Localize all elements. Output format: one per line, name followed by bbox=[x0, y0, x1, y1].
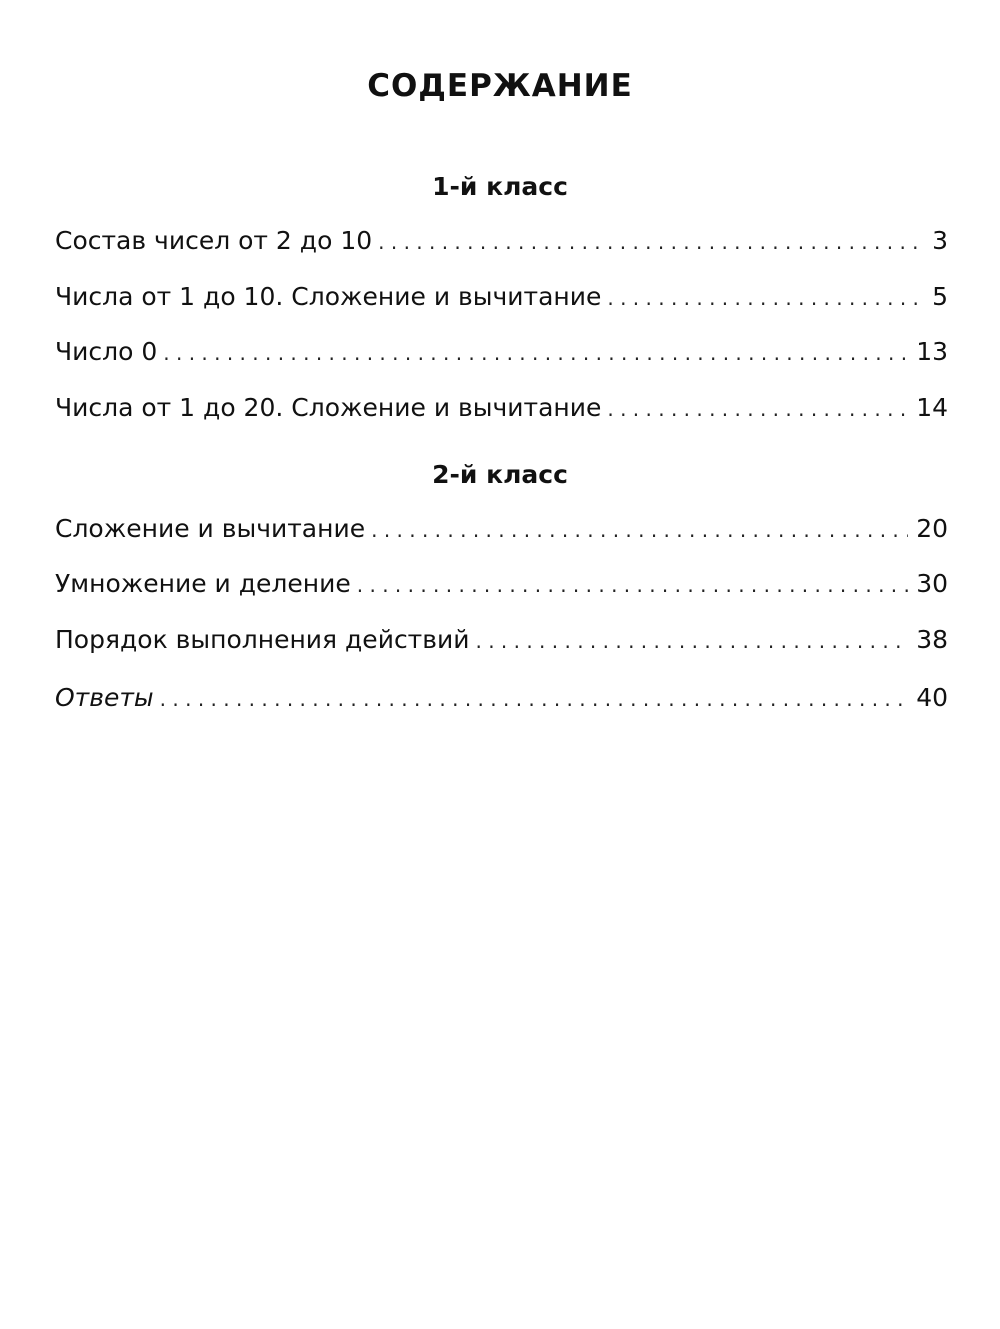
toc-entry-title: Умножение и деление bbox=[55, 569, 351, 598]
toc-entry-title: Состав чисел от 2 до 10 bbox=[55, 226, 373, 255]
toc-entry-page: 20 bbox=[916, 514, 948, 543]
dot-leader bbox=[371, 518, 908, 542]
toc-entry-page: 5 bbox=[932, 282, 948, 311]
toc-entry[interactable] bbox=[55, 226, 948, 262]
toc-entry[interactable] bbox=[55, 514, 948, 550]
section-heading-grade-1: 1-й класс bbox=[432, 172, 568, 201]
toc-entry[interactable] bbox=[55, 393, 948, 429]
toc-entry-title: Числа от 1 до 10. Сложение и вычитание bbox=[55, 282, 602, 311]
dot-leader bbox=[475, 629, 908, 653]
page-title: СОДЕРЖАНИЕ bbox=[367, 68, 633, 104]
toc-entry-title: Числа от 1 до 20. Сложение и вычитание bbox=[55, 393, 602, 422]
dot-leader bbox=[160, 687, 909, 711]
section-heading-grade-2: 2-й класс bbox=[432, 460, 568, 489]
toc-entry[interactable] bbox=[55, 282, 948, 318]
toc-entry-title: Число 0 bbox=[55, 337, 158, 366]
toc-entry-title: Порядок выполнения действий bbox=[55, 625, 470, 654]
toc-entry-page: 3 bbox=[932, 226, 948, 255]
toc-entry[interactable] bbox=[55, 569, 948, 605]
dot-leader bbox=[607, 286, 924, 310]
dot-leader bbox=[163, 341, 908, 365]
dot-leader bbox=[378, 230, 924, 254]
toc-entry[interactable] bbox=[55, 625, 948, 661]
toc-entry-title: Сложение и вычитание bbox=[55, 514, 366, 543]
dot-leader bbox=[357, 573, 908, 597]
toc-entry[interactable] bbox=[55, 337, 948, 373]
dot-leader bbox=[607, 397, 908, 421]
toc-entry-page: 38 bbox=[916, 625, 948, 654]
toc-entry-page: 30 bbox=[916, 569, 948, 598]
toc-entry-page: 13 bbox=[916, 337, 948, 366]
toc-entry-page: 14 bbox=[916, 393, 948, 422]
toc-entry-title: Ответы bbox=[55, 683, 154, 712]
toc-entry-page: 40 bbox=[916, 683, 948, 712]
toc-entry[interactable] bbox=[55, 683, 948, 719]
